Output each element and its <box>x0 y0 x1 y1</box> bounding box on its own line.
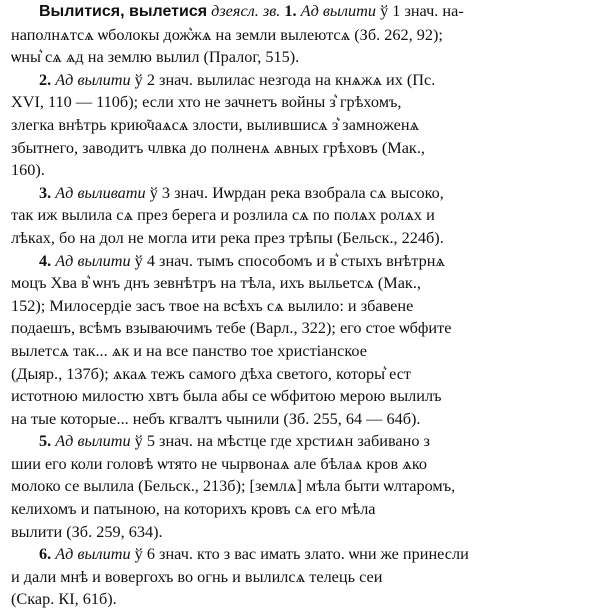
sense-6-line-1 <box>0 543 591 566</box>
sense-number: 1. <box>284 2 297 20</box>
sense-number: 4. <box>39 251 52 270</box>
sense-label: Ад вылити <box>55 70 131 89</box>
sense-2-line-1 <box>0 69 591 92</box>
sense-text: вылилас незгода на кнѧжѧ их (Пс. <box>197 70 436 89</box>
sense-1-line-3: ѡны͛ сѧ ѧд на землю вылил (Пралог, 515). <box>11 48 300 67</box>
sense-number: 5. <box>39 432 52 451</box>
grammar-label: дзеясл. зв. <box>211 2 281 20</box>
headword: Вылитися, вылетися <box>39 3 208 20</box>
sense-5-line-5: вылити (Зб. 259, 634). <box>11 522 163 541</box>
sense-label: Ад вылити <box>55 251 131 270</box>
sense-5-line-4: келихомъ и патыною, на которихъ кровъ сѧ его мѣла <box>11 500 376 519</box>
sense-4-line-6: (Дыяр., 137б); ѧкаѧ тежъ самого дѣха светого, которы͛ ест <box>11 364 412 383</box>
sense-4-line-5: вылетсѧ так... ѧк и на все панство тое христіанское <box>11 341 367 360</box>
sense-text: кто з вас имать злато. ѡни же принесли <box>197 545 469 564</box>
sense-text: Иѡрдан река взобрала сѧ высоко, <box>212 183 444 202</box>
sense-ref: ў 2 знач. <box>134 70 193 89</box>
sense-number: 3. <box>39 183 52 202</box>
sense-3-line-2: так иж вылила сѧ през берега и розлила сѧ по полѧх ролѧх и <box>11 206 435 225</box>
sense-2 <box>0 69 591 182</box>
sense-2-line-2: XVI, 110 — 110б); если хто не зачнетъ войны з͛ грѣхомъ, <box>11 93 402 112</box>
sense-6 <box>0 543 591 611</box>
sense-ref: ў 6 знач. <box>134 545 193 564</box>
sense-label: Ад вылити <box>55 545 131 564</box>
sense-ref: ў 4 знач. <box>134 251 193 270</box>
sense-4-line-3: 152); Милосердіе засъ твое на всѣхъ сѧ вылило: и збавене <box>11 296 414 315</box>
sense-2-line-5: 160). <box>11 161 45 180</box>
sense-4-line-2: моцъ Хва в͛ ѡнъ днъ зевнѣтръ на тѣла, ихъ выльетсѧ (Мак., <box>11 274 421 293</box>
sense-4-line-7: истотною милостю хвтъ была абы се ѡбфитою мерою вылилъ <box>11 387 442 406</box>
sense-5-line-3: молоко се вылила (Бельск., 213б); [землѧ] мѣла быти ѡлтаромъ, <box>11 477 456 496</box>
sense-6-line-2: и дали мнѣ и вовергохъ во огнь и вылилсѧ телець сеи <box>11 567 383 586</box>
sense-4-line-4: подаешъ, всѣмъ взываючимъ тебе (Варл., 322); его стое ѡбфите <box>11 319 452 338</box>
sense-ref: ў 5 знач. <box>134 432 193 451</box>
sense-5-line-1 <box>0 430 591 453</box>
sense-number: 2. <box>39 70 52 89</box>
sense-5 <box>0 430 591 543</box>
sense-4-line-1 <box>0 250 591 273</box>
sense-6-line-3: (Скар. КІ, 61б). <box>11 590 117 609</box>
sense-3 <box>0 182 591 250</box>
sense-2-line-4: збытнего, заводитъ члвка до полненѧ ѧвных грѣховъ (Мак., <box>11 138 425 157</box>
sense-label: Ад вылити <box>300 2 376 20</box>
sense-label: Ад вылити <box>55 432 131 451</box>
sense-text: тымъ способомъ и в͛ стыхъ внѣтрнѧ <box>197 251 445 270</box>
sense-label: Ад выливати <box>55 183 146 202</box>
sense-3-line-3: лѣках, бо на дол не могла ити река през трѣпы (Бельск., 224б). <box>11 228 444 247</box>
sense-1 <box>0 0 591 69</box>
sense-2-line-3: злегка внѣтрь крию̃чаѧсѧ злости, вылившисѧ з͛ замноженѧ <box>11 115 420 134</box>
sense-number: 6. <box>39 545 52 564</box>
sense-4-line-8: на тые которые... небъ кгвалтъ чынили (Зб. 255, 64 — 64б). <box>11 409 421 428</box>
sense-ref: ў 3 знач. <box>149 183 209 202</box>
sense-text: на мѣстце где хрстиѧн забивано з <box>197 432 430 451</box>
sense-ref: ў 1 знач. <box>380 2 439 20</box>
sense-4 <box>0 250 591 431</box>
sense-3-line-1 <box>0 182 591 205</box>
sense-1-line-1: Вылитися, вылетися дзеясл. зв. 1. Ад вылити ў 1 знач. на- <box>39 2 464 20</box>
sense-5-line-2: шии его коли головѣ ѡтято не чырвонаѧ але бѣлаѧ кров ѧко <box>11 454 428 473</box>
sense-1-line-2: наполнѧтсѧ ѡболокы дож͛жѧ на земли вылеютсѧ (Зб. 262, 92); <box>11 25 443 44</box>
